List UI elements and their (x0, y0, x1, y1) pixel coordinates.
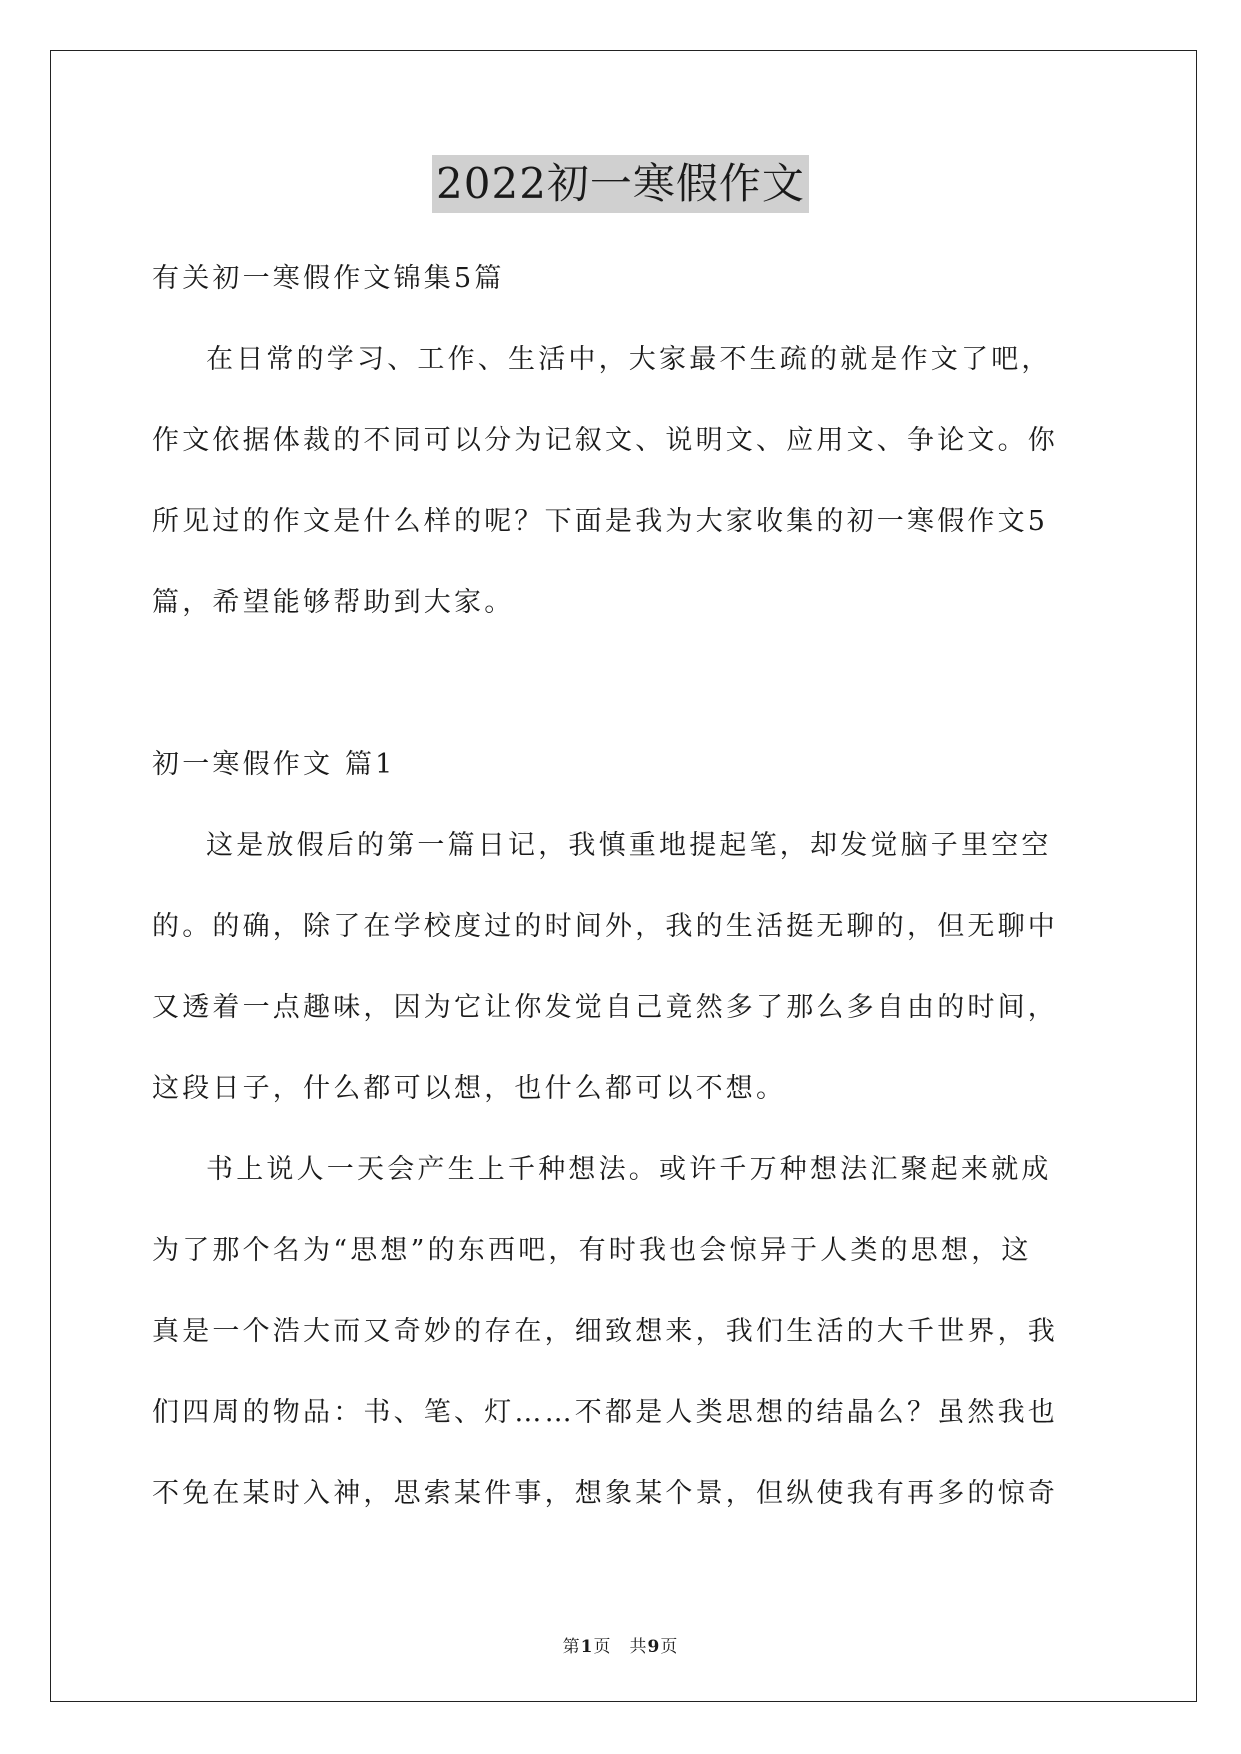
document-title: 2022初一寒假作文 (432, 155, 809, 213)
paragraph-line: 的。的确，除了在学校度过的时间外，我的生活挺无聊的，但无聊中 (152, 911, 1058, 942)
page-current-number: 1 (580, 1637, 594, 1657)
paragraph-line: 为了那个名为“思想”的东西吧，有时我也会惊异于人类的思想，这 (152, 1235, 1032, 1266)
intro-line: 作文依据体裁的不同可以分为记叙文、说明文、应用文、争论文。你 (152, 425, 1058, 456)
paragraph-line: 不免在某时入神，思索某件事，想象某个景，但纵使我有再多的惊奇 (152, 1478, 1058, 1509)
title-container (0, 155, 1241, 213)
paragraph-spacer (152, 643, 1095, 724)
footer-mid: 页 共 (593, 1637, 648, 1657)
intro-line: 篇，希望能够帮助到大家。 (152, 587, 515, 618)
page-total-number: 9 (647, 1637, 661, 1657)
section-heading: 初一寒假作文 篇1 (152, 749, 396, 780)
paragraph-line: 这段日子，什么都可以想，也什么都可以不想。 (152, 1073, 787, 1104)
page-footer (0, 1632, 1241, 1657)
document-subtitle: 有关初一寒假作文锦集5篇 (152, 263, 505, 294)
footer-prefix: 第 (562, 1637, 581, 1657)
intro-line: 所见过的作文是什么样的呢？下面是我为大家收集的初一寒假作文5 (152, 506, 1049, 537)
document-body (152, 238, 1095, 1534)
paragraph-line: 们四周的物品：书、笔、灯……不都是人类思想的结晶么？虽然我也 (152, 1397, 1058, 1428)
paragraph-line: 这是放假后的第一篇日记，我慎重地提起笔，却发觉脑子里空空 (206, 830, 1052, 861)
footer-suffix: 页 (660, 1637, 679, 1657)
intro-line: 在日常的学习、工作、生活中，大家最不生疏的就是作文了吧， (206, 344, 1052, 375)
paragraph-line: 书上说人一天会产生上千种想法。或许千万种想法汇聚起来就成 (206, 1154, 1052, 1185)
paragraph-line: 又透着一点趣味，因为它让你发觉自己竟然多了那么多自由的时间， (152, 992, 1058, 1023)
paragraph-line: 真是一个浩大而又奇妙的存在，细致想来，我们生活的大千世界，我 (152, 1316, 1058, 1347)
